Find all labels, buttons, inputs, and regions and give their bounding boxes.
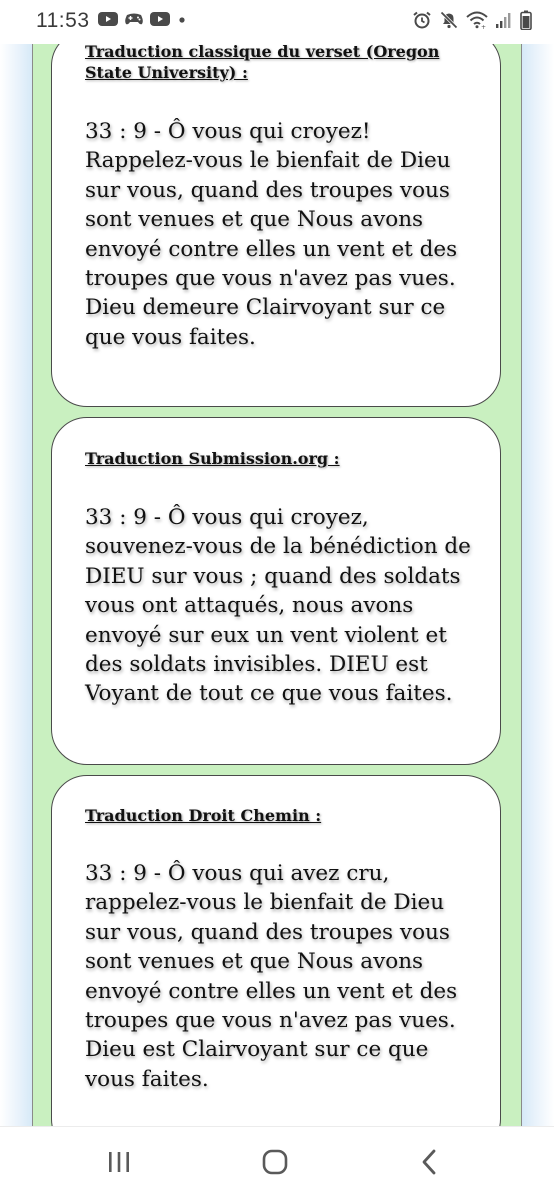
page-margin-right [522,44,554,1126]
notification-icons [98,11,188,27]
translation-title: Traduction Droit Chemin : [85,806,322,825]
translation-text: 33 : 9 - Ô vous qui croyez, souvenez-vous de la bénédiction de DIEU sur vous ; quand des soldats vous ont attaqués, nous avons envoyé sur eux un vent violent et des soldats invisibles. DIEU est Voyant de tout ce que vous faites. [85,505,471,707]
translation-title: Traduction Submission.org : [85,449,340,468]
page-margin-left [0,44,32,1126]
status-time: 11:53 [36,9,90,32]
system-icons [412,10,532,30]
recents-button[interactable] [97,1149,141,1179]
youtube-icon [98,11,118,27]
alarm-icon [412,10,432,30]
gamepad-icon [124,11,144,27]
recents-icon [107,1150,131,1178]
youtube-icon [150,11,170,27]
web-page[interactable] [0,44,554,1126]
translation-text: 33 : 9 - Ô vous qui croyez! Rappelez-vous le bienfait de Dieu sur vous, quand des troupes vous sont venues et que Nous avons envoyé contre elles un vent et des troupes que vous n'avez pas vues. Dieu demeure Clairvoyant sur ce que vous faites. [85,119,458,350]
navigation-bar [0,1126,554,1200]
back-icon [420,1149,440,1179]
status-bar [0,0,554,44]
translation-text: 33 : 9 - Ô vous qui avez cru, rappelez-vous le bienfait de Dieu sur vous, quand des troupes vous sont venues et que Nous avons envoyé contre elles un vent et des troupes que vous n'avez pas vues. Dieu est Clairvoyant sur ce que vous faites. [85,861,458,1092]
battery-icon [520,10,532,30]
translation-card [51,44,501,407]
translation-card [51,775,501,1126]
svg-text:+: + [481,24,487,29]
translation-card [51,417,501,765]
home-button[interactable] [253,1149,297,1179]
home-icon [262,1149,288,1179]
mute-icon [439,10,459,30]
translation-title: Traduction classique du verset (Oregon State University) : [85,44,440,82]
back-button[interactable] [408,1149,452,1179]
dot-icon [176,11,188,27]
signal-icon [495,11,513,29]
wifi-icon [466,11,488,29]
